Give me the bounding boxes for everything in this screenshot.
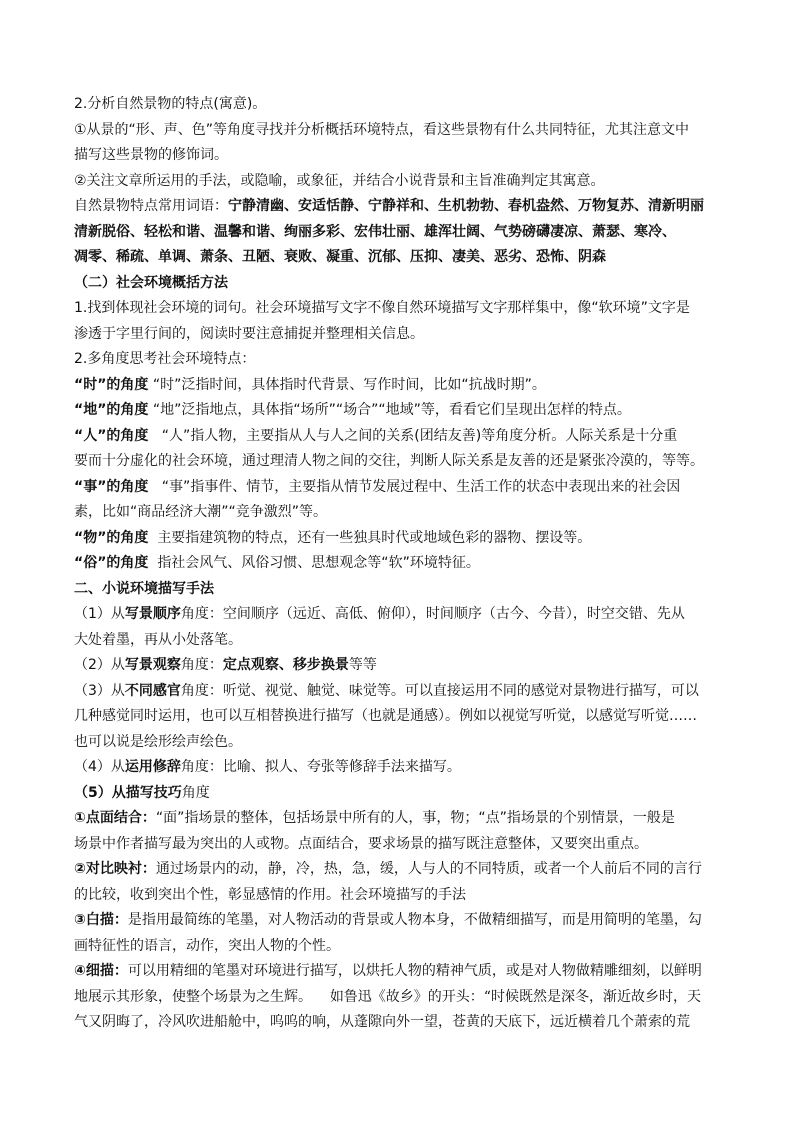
social-p2: 2.多角度思考社会环境特点： — [74, 351, 256, 367]
angle-person-line2: 要而十分虚化的社会环境，通过理清人物之间的交往，判断人际关系是友善的还是紧张冷漠的，等等。 — [74, 453, 704, 469]
word: 阴森 — [578, 249, 606, 265]
word: 温馨和谐 — [214, 223, 270, 240]
method-5: （5）从描写技巧角度 — [74, 784, 210, 801]
angle-object: “物”的角度 主要指建筑物的特点，还有一些独具时代或地域色彩的器物、摆设等。 — [74, 529, 592, 546]
word: 稀疏 — [116, 249, 144, 265]
word: 衰败 — [284, 249, 312, 265]
word: 万物复苏 — [578, 198, 634, 214]
social-p1-line1: 1.找到体现社会环境的词句。社会环境描写文字不像自然环境描写文字那样集中，像“软环境”文字是 — [74, 300, 690, 316]
technique-1-line2: 场景中作者描写最为突出的人或物。点面结合，要求场景的描写既注意整体，又要突出重点。 — [74, 835, 648, 852]
nature-item1-line1: ①从景的“形、声、色”等角度寻找并分析概括环境特点，看这些景物有什么共同特征，尤其注意文中 — [74, 121, 690, 138]
nature-point2-heading: 2.分析自然景物的特点(寓意)。 — [74, 96, 267, 112]
angle-event-line2: 素，比如“商品经济大潮”“竞争激烈”等。 — [74, 504, 328, 520]
document-page — [74, 92, 734, 1036]
technique-4-line3: 气又阴晦了，冷风吹进船舱中，呜呜的响，从蓬隙向外一望，苍黄的天底下，远近横着几个萧索的荒 — [74, 1014, 690, 1030]
angle-time: “时”的角度 “时”泛指时间，具体指时代背景、写作时间，比如“抗战时期”。 — [74, 376, 546, 393]
nature-words-line3: 凋零、稀疏、单调、萧条、丑陋、衰败、凝重、沉郁、压抑、凄美、恶劣、恐怖、阴森 — [74, 249, 606, 265]
method-3-line1: （3）从不同感官角度：听觉、视觉、触觉、味觉等。可以直接运用不同的感觉对景物进行描写，可以 — [74, 682, 699, 699]
angle-event-line1: “事”的角度 “事”指事件、情节，主要指从情节发展过程中、生活工作的状态中表现出来的社会因 — [74, 478, 681, 495]
word: 沉郁 — [368, 249, 396, 265]
word: 宁静清幽 — [228, 198, 284, 214]
method-3-line3: 也可以说是绘形绘声绘色。 — [74, 733, 242, 750]
word: 萧瑟 — [592, 223, 620, 240]
method-4: （4）从运用修辞角度：比喻、拟人、夸张等修辞手法来描写。 — [74, 759, 461, 775]
word: 春机盎然 — [508, 198, 564, 214]
word: 丑陋 — [242, 249, 270, 265]
technique-1-line1: ①点面结合：“面”指场景的整体，包括场景中所有的人，事，物；“点”指场景的个别情景，一般是 — [74, 810, 675, 826]
method-2: （2）从写景观察角度：定点观察、移步换景等等 — [74, 657, 377, 673]
social-p1-line2: 渗透于字里行间的，阅读时要注意捕捉并整理相关信息。 — [74, 325, 424, 342]
word: 凝重 — [326, 249, 354, 265]
technique-4-line2: 地展示其形象，使整个场景为之生辉。 如鲁迅《故乡》的开头：“时候既然是深冬，渐近故乡时，天 — [74, 988, 701, 1005]
word: 清新明丽 — [648, 198, 704, 214]
word: 安适恬静 — [298, 198, 354, 214]
nature-item2: ②关注文章所运用的手法，或隐喻，或象征，并结合小说背景和主旨准确判定其寓意。 — [74, 172, 605, 189]
word: 单调 — [158, 249, 186, 265]
angle-custom: “俗”的角度 指社会风气、风俗习惯、思想观念等“软”环境特征。 — [74, 555, 480, 571]
word: 恶劣 — [494, 249, 522, 265]
word: 寒冷 — [634, 223, 662, 240]
words-label: 自然景物特点常用词语： — [74, 198, 228, 214]
method-3-line2: 几种感觉同时运用，也可以互相替换进行描写（也就是通感）。例如以视觉写听觉，以感觉写听觉…… — [74, 708, 697, 724]
technique-4-line1: ④细描：可以用精细的笔墨对环境进行描写，以烘托人物的精神气质，或是对人物做精雕细刻，以鲜明 — [74, 963, 702, 979]
word: 宁静祥和 — [368, 198, 424, 214]
word: 宏伟壮丽 — [354, 223, 410, 240]
methods-heading: 二、小说环境描写手法 — [74, 580, 214, 597]
word: 雄浑壮阔 — [424, 223, 480, 240]
word: 萧条 — [200, 249, 228, 265]
nature-item1-line2: 描写这些景物的修饰词。 — [74, 147, 228, 163]
technique-3-line1: ③白描：是指用最简练的笔墨，对人物活动的背景或人物本身，不做精细描写，而是用简明的笔墨，勾 — [74, 912, 702, 928]
nature-words-line2: 清新脱俗、轻松和谐、温馨和谐、绚丽多彩、宏伟壮丽、雄浑壮阔、气势磅礴凄凉、萧瑟、寒冷、 — [74, 223, 676, 240]
angle-place: “地”的角度 “地”泛指地点，具体指“场所”“场合”“地域”等，看看它们呈现出怎样的特点。 — [74, 402, 631, 418]
word: 清新脱俗 — [74, 223, 130, 240]
technique-2-line1: ②对比映衬：通过场景内的动，静，冷，热，急，缓，人与人的不同特质，或者一个人前后不同的言行 — [74, 861, 702, 877]
social-heading: （二）社会环境概括方法 — [74, 274, 228, 291]
nature-words-line1: 自然景物特点常用词语：宁静清幽、安适恬静、宁静祥和、生机勃勃、春机盎然、万物复苏、清新明丽 — [74, 198, 704, 214]
word: 轻松和谐 — [144, 223, 200, 240]
technique-3-line2: 画特征性的语言，动作，突出人物的个性。 — [74, 937, 340, 954]
word: 凋零 — [74, 249, 102, 265]
word: 压抑 — [410, 249, 438, 265]
word: 凄美 — [452, 249, 480, 265]
word: 恐怖 — [536, 249, 564, 265]
angle-person-line1: “人”的角度 “人”指人物，主要指从人与人之间的关系(团结友善)等角度分析。人际关系是十分重 — [74, 427, 678, 444]
technique-2-line2: 的比较，收到突出个性，彰显感情的作用。社会环境描写的手法 — [74, 886, 466, 903]
method-1-line2: 大处着墨，再从小处落笔。 — [74, 631, 242, 648]
method-1-line1: （1）从写景顺序角度：空间顺序（远近、高低、俯仰），时间顺序（古今、今昔），时空交错、先从 — [74, 606, 685, 622]
word: 绚丽多彩 — [284, 223, 340, 240]
word: 气势磅礴凄凉 — [494, 223, 578, 240]
word: 生机勃勃 — [438, 198, 494, 214]
